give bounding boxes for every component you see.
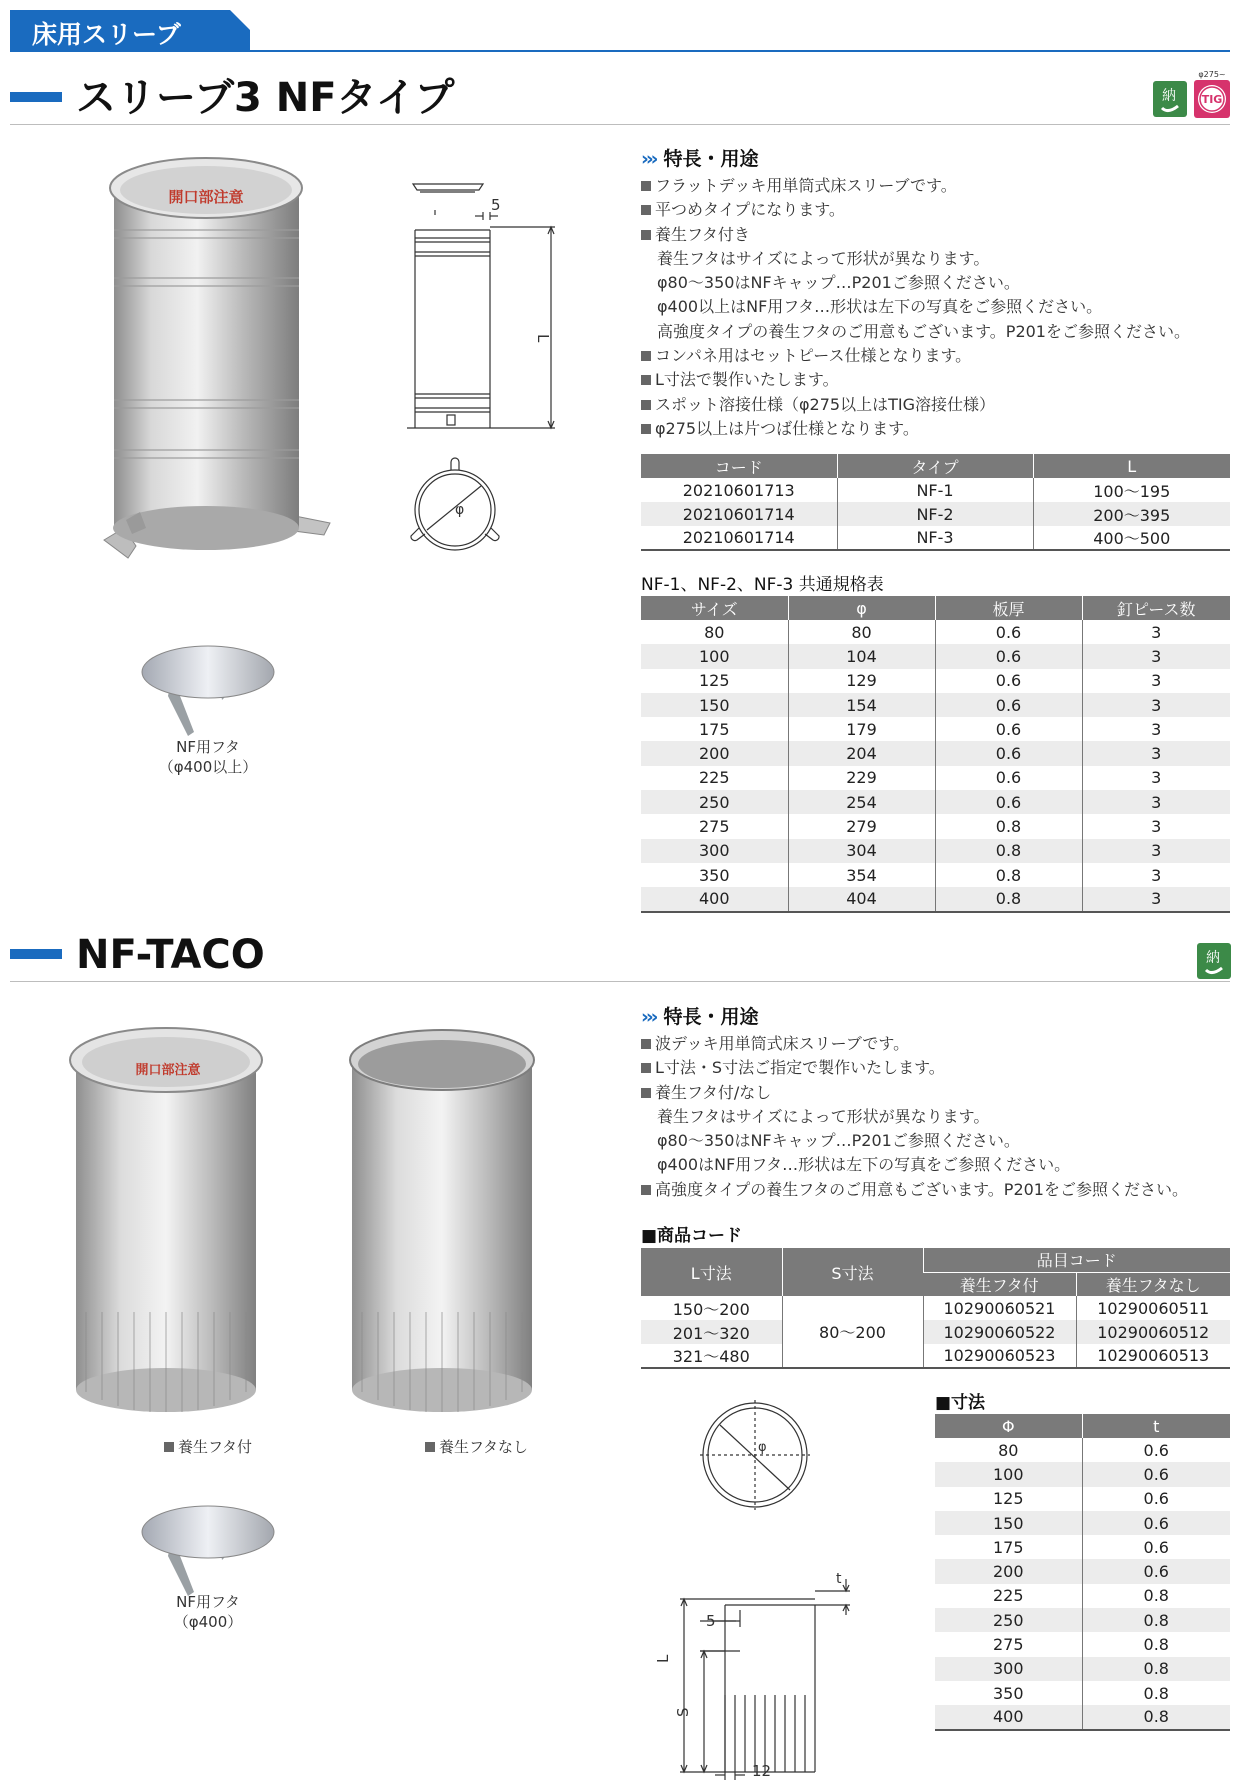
- bullet-square-icon: [425, 1442, 435, 1452]
- delivery-badge-icon: [1196, 942, 1232, 980]
- table-row: 80 80 0.6 3: [641, 620, 1230, 644]
- table-header: 板厚: [935, 596, 1082, 620]
- feature-item: L寸法・S寸法ご指定で製作いたします。: [641, 1056, 1188, 1080]
- product-code-table: [641, 1248, 1230, 1369]
- feature-subitem: 養生フタはサイズによって形状が異なります。: [657, 1106, 990, 1126]
- features-heading: [641, 1002, 759, 1029]
- table-row: 175 0.6: [935, 1535, 1230, 1559]
- table-row: 200 204 0.6 3: [641, 741, 1230, 765]
- table-row: 250 0.8: [935, 1608, 1230, 1632]
- table-row: 200 0.6: [935, 1559, 1230, 1583]
- category-tab: [10, 10, 250, 50]
- bullet-square-icon: [641, 351, 651, 361]
- delivery-badge-text: 納: [1162, 88, 1176, 104]
- table-header: L寸法: [641, 1248, 782, 1296]
- dim-L-label: L: [654, 1654, 672, 1663]
- code-table: [641, 454, 1230, 551]
- feature-subitem: 養生フタはサイズによって形状が異なります。: [657, 248, 990, 268]
- table-header: φ: [788, 596, 935, 620]
- bullet-square-icon: [641, 1039, 651, 1049]
- table-row: 125 129 0.6 3: [641, 669, 1230, 693]
- feature-item: 養生フタ付き: [641, 223, 1190, 247]
- lid-caption: [148, 737, 268, 777]
- table-header: t: [1082, 1414, 1230, 1438]
- dimension-caption: ■寸法: [935, 1393, 986, 1413]
- bullet-square-icon: [641, 424, 651, 434]
- warning-stamp: 開口部注意: [135, 1063, 201, 1078]
- tig-badge-icon: [1192, 68, 1232, 120]
- table-header: 釘ピース数: [1082, 596, 1230, 620]
- chevron-right-icon: ›››: [641, 1006, 656, 1028]
- feature-subitem: φ80～350はNFキャップ…P201ご参照ください。: [657, 273, 1020, 293]
- features-list: [641, 174, 1190, 441]
- table-row: 150 154 0.6 3: [641, 693, 1230, 717]
- table-row: 225 229 0.6 3: [641, 766, 1230, 790]
- section1-rule: [10, 124, 1230, 125]
- bullet-square-icon: [164, 1442, 174, 1452]
- features-heading-text: 特長・用途: [663, 148, 759, 170]
- table-header: タイプ: [837, 454, 1033, 478]
- features-list: [641, 1032, 1188, 1202]
- photo-label-without-lid: 養生フタなし: [425, 1436, 528, 1457]
- table-header: L: [1033, 454, 1230, 478]
- delivery-badge-text: 納: [1206, 950, 1220, 966]
- bullet-square-icon: [641, 400, 651, 410]
- features-heading-text: 特長・用途: [663, 1006, 759, 1028]
- bullet-square-icon: [641, 205, 651, 215]
- dim-5-label: 5: [706, 1612, 716, 1630]
- dim-5-label: 5: [491, 196, 501, 214]
- table-header: Φ: [935, 1414, 1082, 1438]
- lid-photo: [138, 1496, 278, 1596]
- chevron-right-icon: ›››: [641, 148, 656, 170]
- table-header: 品目コード: [923, 1248, 1230, 1272]
- lid-caption: [148, 1592, 268, 1632]
- lid-caption-line2: （φ400）: [173, 1613, 243, 1631]
- feature-item: スポット溶接仕様（φ275以上はTIG溶接仕様）: [641, 393, 1190, 417]
- table-header: S寸法: [782, 1248, 923, 1296]
- table-row: 150 0.6: [935, 1511, 1230, 1535]
- table-row: 250 254 0.6 3: [641, 790, 1230, 814]
- tig-badge-text: TIG: [1201, 93, 1223, 106]
- section1-title: スリーブ3 NFタイプ: [76, 75, 455, 121]
- table-row: 20210601714 NF-2 200～395: [641, 502, 1230, 526]
- table-row: 201～320 10290060522 10290060512: [641, 1320, 1230, 1344]
- dim-12-label: 12: [752, 1762, 772, 1780]
- table-row: 225 0.8: [935, 1584, 1230, 1608]
- table-row: 350 0.8: [935, 1681, 1230, 1705]
- bullet-square-icon: [641, 181, 651, 191]
- feature-item: フラットデッキ用単筒式床スリーブです。: [641, 174, 1190, 198]
- table-row: 175 179 0.6 3: [641, 717, 1230, 741]
- category-label: 床用スリーブ: [32, 20, 181, 49]
- tig-badge-note: φ275~: [1198, 70, 1226, 79]
- feature-item: 平つめタイプになります。: [641, 198, 1190, 222]
- table-row: 300 304 0.8 3: [641, 839, 1230, 863]
- delivery-badge-icon: [1152, 80, 1188, 118]
- taco-with-lid-photo: [64, 1022, 274, 1422]
- dimension-table: [935, 1414, 1230, 1731]
- title-bar-accent: [10, 92, 62, 102]
- table-header: コード: [641, 454, 837, 478]
- dim-phi-label: φ: [758, 1440, 767, 1455]
- feature-item: コンパネ用はセットピース仕様となります。: [641, 344, 1190, 368]
- table-row: 275 279 0.8 3: [641, 814, 1230, 838]
- feature-item: 養生フタ付/なし: [641, 1081, 1188, 1105]
- table-row: 300 0.8: [935, 1657, 1230, 1681]
- table-row: 400 0.8: [935, 1705, 1230, 1729]
- table-header: 養生フタ付: [923, 1272, 1076, 1296]
- dim-L-label: L: [534, 334, 552, 343]
- feature-item: 波デッキ用単筒式床スリーブです。: [641, 1032, 1188, 1056]
- sleeve-drawing: [395, 180, 575, 560]
- table-row: 100 104 0.6 3: [641, 644, 1230, 668]
- spec-table-caption: NF-1、NF-2、NF-3 共通規格表: [641, 575, 884, 595]
- bullet-square-icon: [641, 230, 651, 240]
- bullet-square-icon: [641, 1088, 651, 1098]
- feature-subitem: φ400はNF用フタ…形状は左下の写真をご参照ください。: [657, 1155, 1071, 1175]
- table-row: 125 0.6: [935, 1487, 1230, 1511]
- title-bar-accent: [10, 949, 62, 959]
- table-row: 400 404 0.8 3: [641, 887, 1230, 911]
- section2-title: NF-TACO: [76, 932, 265, 978]
- section2-title-block: [10, 930, 1230, 980]
- photo-label-with-lid: 養生フタ付: [164, 1436, 252, 1457]
- bullet-square-icon: [641, 1185, 651, 1195]
- lid-photo: [138, 636, 278, 736]
- product-code-caption: ■商品コード: [641, 1226, 743, 1246]
- features-heading: [641, 144, 759, 171]
- table-row: 275 0.8: [935, 1632, 1230, 1656]
- feature-subitem: φ400以上はNF用フタ…形状は左下の写真をご参照ください。: [657, 297, 1103, 317]
- feature-item: L寸法で製作いたします。: [641, 368, 1190, 392]
- taco-without-lid-photo: [340, 1022, 550, 1422]
- section2-rule: [10, 981, 1230, 982]
- lid-caption-line1: NF用フタ: [176, 738, 240, 756]
- table-row: 80 0.6: [935, 1438, 1230, 1462]
- table-row: 150～200 80～200 10290060521 10290060511: [641, 1296, 1230, 1320]
- taco-drawing: [640, 1395, 860, 1780]
- feature-subitem: 高強度タイプの養生フタのご用意もございます。P201をご参照ください。: [657, 321, 1190, 341]
- warning-stamp: 開口部注意: [168, 188, 244, 206]
- category-divider: [10, 50, 1230, 52]
- section1-title-block: [10, 73, 1230, 123]
- feature-item: φ275以上は片つば仕様となります。: [641, 417, 1190, 441]
- table-header: 養生フタなし: [1076, 1272, 1230, 1296]
- feature-item: 高強度タイプの養生フタのご用意もございます。P201をご参照ください。: [641, 1178, 1188, 1202]
- dim-phi-label: φ: [455, 502, 465, 518]
- bullet-square-icon: [641, 375, 651, 385]
- table-header: サイズ: [641, 596, 788, 620]
- spec-table: [641, 596, 1230, 913]
- table-row: 20210601713 NF-1 100～195: [641, 478, 1230, 502]
- bullet-square-icon: [641, 1063, 651, 1073]
- table-row: 100 0.6: [935, 1462, 1230, 1486]
- lid-caption-line1: NF用フタ: [176, 1593, 240, 1611]
- feature-subitem: φ80～350はNFキャップ…P201ご参照ください。: [657, 1131, 1020, 1151]
- table-row: 350 354 0.8 3: [641, 863, 1230, 887]
- sleeve-photo: [100, 150, 340, 575]
- table-row: 321～480 10290060523 10290060513: [641, 1344, 1230, 1368]
- dim-S-label: S: [674, 1707, 692, 1717]
- table-row: 20210601714 NF-3 400～500: [641, 526, 1230, 550]
- dim-t-label: t: [836, 1571, 842, 1587]
- lid-caption-line2: （φ400以上）: [158, 758, 258, 776]
